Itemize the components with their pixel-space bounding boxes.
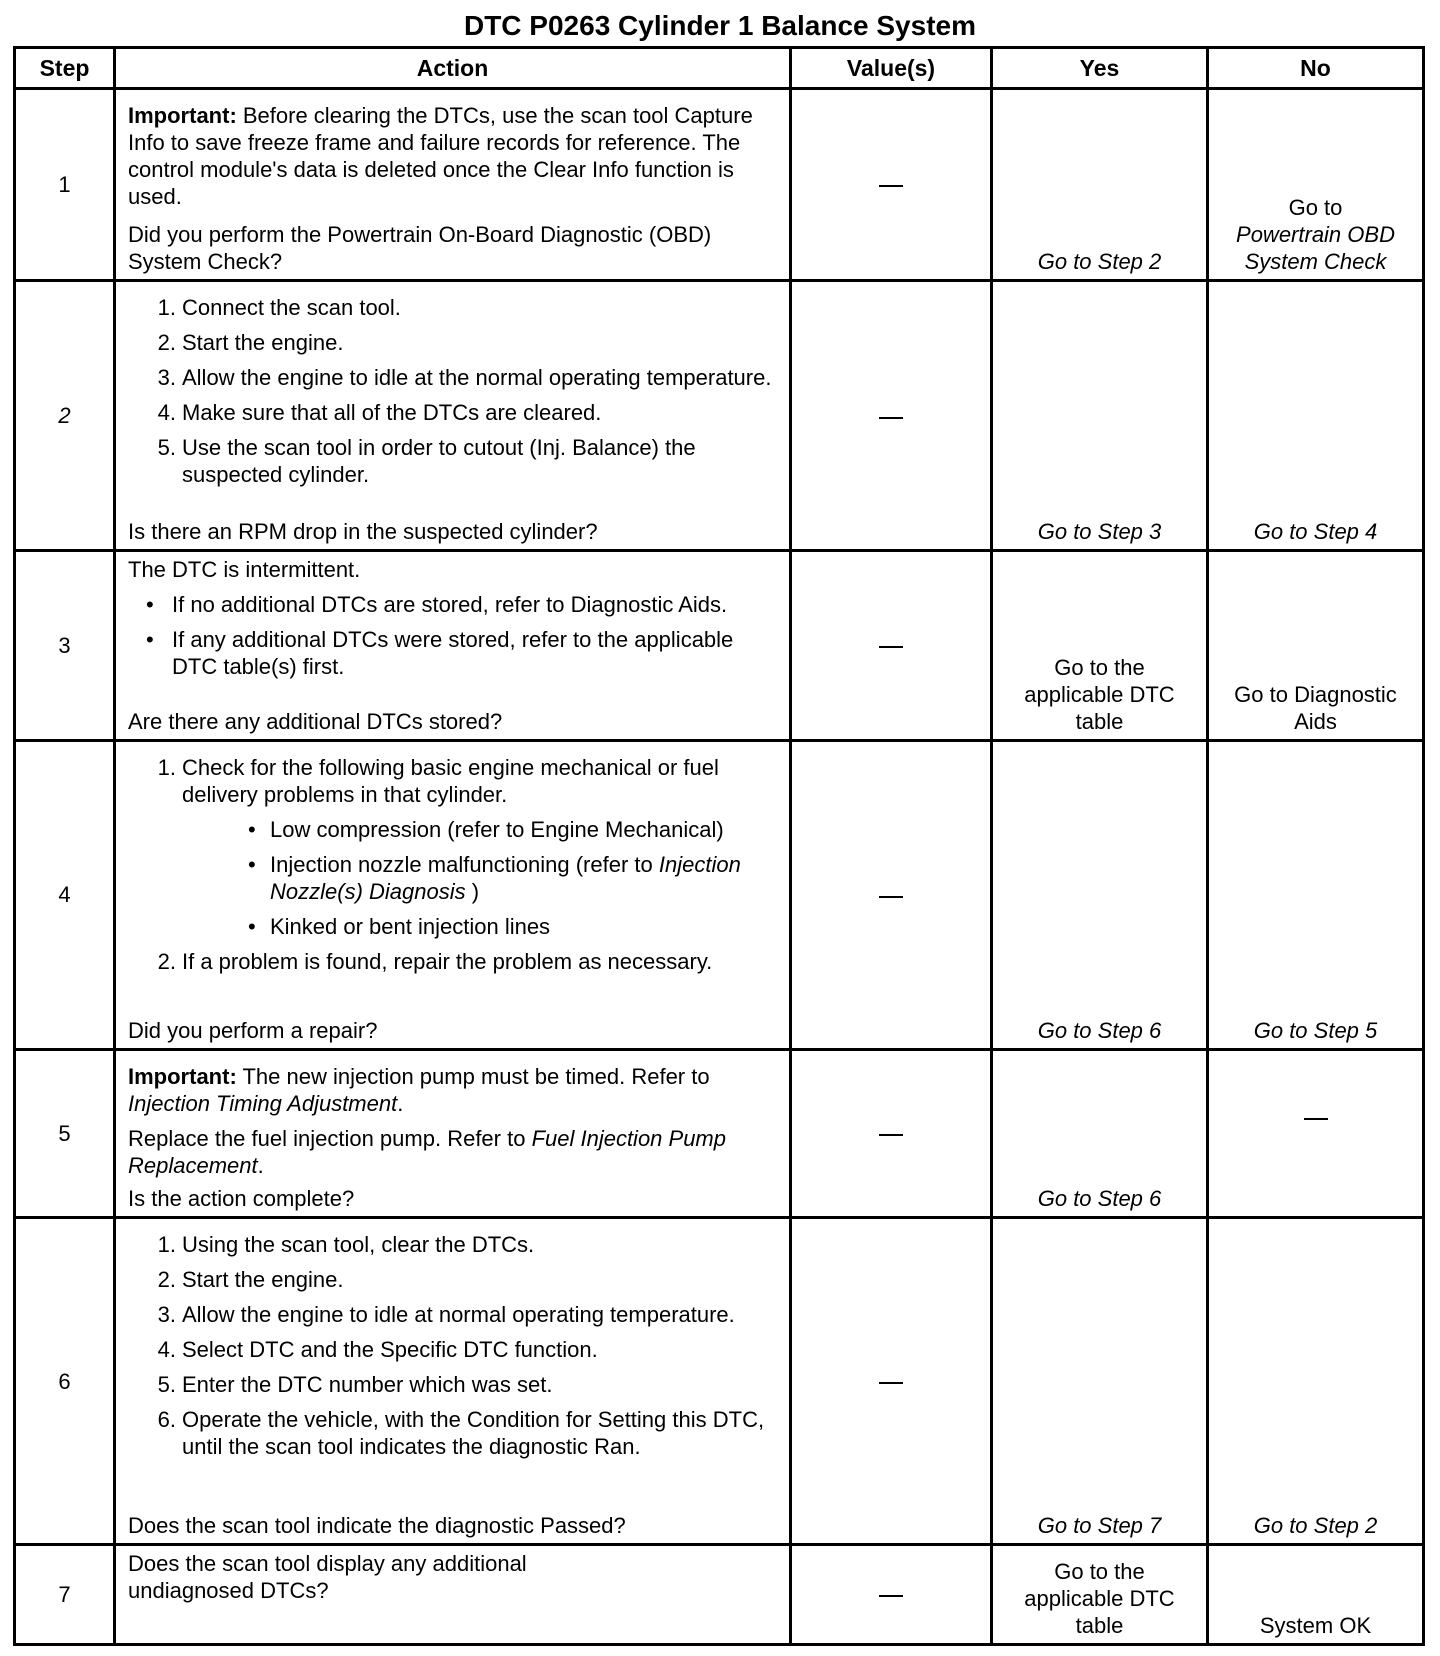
list-item: 5. Enter the DTC number which was set. [157,1372,553,1398]
action-cell [115,1218,791,1545]
no-cell: System OK [1208,1545,1424,1645]
list-item: 3. Allow the engine to idle at the normal operating temperature. [157,365,772,391]
dash-mark [879,185,903,187]
yes-cell: Go to the applicable DTC table [992,551,1208,740]
action-cell [115,1545,791,1645]
action-cell [115,740,791,1050]
sub-list-item: • Kinked or bent injection lines [248,913,551,939]
list-item: 4. Select DTC and the Specific DTC function. [157,1337,598,1363]
action-cell [115,1050,791,1218]
value-cell [791,281,992,551]
bullet-list [128,591,777,680]
value-cell [791,551,992,740]
step-number: 7 [15,1545,115,1645]
list-item: • If any additional DTCs were stored, refer to the applicable DTC table(s) first. [146,627,734,680]
page-title: DTC P0263 Cylinder 1 Balance System [463,10,976,41]
header-values: Value(s) [791,48,992,89]
action-cell [115,281,791,551]
header-no: No [1208,48,1424,89]
value-cell [791,1218,992,1545]
numbered-list [128,294,777,496]
question: Does the scan tool display any additional undiagnosed DTCs? [128,1551,527,1604]
no-line-1: Go to [1288,195,1343,221]
step-number: 4 [15,740,115,1050]
step-number: 6 [15,1218,115,1545]
question: Is the action complete? [128,1186,355,1212]
list-item: • If no additional DTCs are stored, refer to Diagnostic Aids. [146,592,728,618]
step-number: 5 [15,1050,115,1218]
list-item: 5. Use the scan tool in order to cutout (Inj. Balance) the suspected cylinder. [157,435,696,488]
list-item: 2. If a problem is found, repair the problem as necessary. [157,948,713,974]
important-text: Before clearing the DTCs, use the scan tool Capture Info to save freeze frame and failure records for reference. The control module's data is deleted once the Clear Info function is used. [128,103,753,209]
important-note: Important: The new injection pump must be timed. Refer to Injection Timing Adjustment. [128,1064,710,1117]
yes-cell: Go to Step 2 [992,89,1208,281]
step-number: 2 [15,281,115,551]
dash-mark [879,1134,903,1136]
no-line-2: Powertrain OBD System Check [1236,222,1395,275]
important-note [128,102,777,210]
important-label: Important: [128,103,237,128]
yes-cell: Go to the applicable DTC table [992,1545,1208,1645]
question: Did you perform the Powertrain On-Board Diagnostic (OBD) System Check? [128,222,712,275]
list-item: 2. Start the engine. [157,330,344,356]
dash-mark [879,896,903,898]
numbered-list [128,1231,777,1468]
no-cell: Go to Step 2 [1208,1218,1424,1545]
list-item: 6. Operate the vehicle, with the Condition for Setting this DTC, until the scan tool indicates the diagnostic Ran. [157,1407,765,1460]
no-cell: Go to Diagnostic Aids [1208,551,1424,740]
table-row-step-2 [15,281,1424,551]
header-action: Action [115,48,791,89]
list-item: 4. Make sure that all of the DTCs are cleared. [157,400,602,426]
action-cell [115,89,791,281]
list-item: 2. Start the engine. [157,1267,344,1293]
diagnostic-table [13,46,1425,1646]
dash-mark [879,1382,903,1384]
table-row-step-1 [15,89,1424,281]
question: Are there any additional DTCs stored? [128,708,503,734]
yes-cell: Go to Step 6 [992,740,1208,1050]
table-row-step-6 [15,1218,1424,1545]
value-cell [791,740,992,1050]
list-item: 1. Check for the following basic engine mechanical or fuel delivery problems in that cylinder. • Low compression (refer to Engine Mechanical) • Injection nozzle malfunctioning (refer to Injection Nozzle(s) Diagnosis ) • Kinked or bent injection lines [128,754,777,940]
sub-list-item: • Low compression (refer to Engine Mechanical) [248,816,724,842]
header-step: Step [15,48,115,89]
question: Does the scan tool indicate the diagnostic Passed? [128,1513,626,1539]
table-row-step-3 [15,551,1424,740]
list-item: 1. Using the scan tool, clear the DTCs. [157,1232,535,1258]
step-number: 3 [15,551,115,740]
list-item: 3. Allow the engine to idle at normal operating temperature. [157,1302,735,1328]
no-cell [1208,1050,1424,1218]
no-cell: Go to Step 5 [1208,740,1424,1050]
table-row-step-5 [15,1050,1424,1218]
sub-bullet-list [182,816,777,940]
yes-cell: Go to Step 7 [992,1218,1208,1545]
dash-mark [1304,1118,1328,1147]
replace-instruction: Replace the fuel injection pump. Refer to Fuel Injection Pump Replacement. [128,1126,726,1179]
yes-cell: Go to Step 6 [992,1050,1208,1218]
no-cell: Go to Step 4 [1208,281,1424,551]
question: Is there an RPM drop in the suspected cylinder? [128,519,598,545]
sub-list-item: • Injection nozzle malfunctioning (refer to Injection Nozzle(s) Diagnosis ) [248,851,741,904]
yes-cell: Go to Step 3 [992,281,1208,551]
value-cell [791,1050,992,1218]
value-cell [791,1545,992,1645]
numbered-list [128,754,777,983]
table-row-step-4 [15,740,1424,1050]
dash-mark [879,417,903,419]
action-cell [115,551,791,740]
dash-mark [879,1595,903,1597]
header-yes: Yes [992,48,1208,89]
step-number: 1 [15,89,115,281]
value-cell [791,89,992,281]
dash-mark [879,646,903,648]
table-row-step-7 [15,1545,1424,1645]
intro-text: The DTC is intermittent. [128,557,361,583]
question: Did you perform a repair? [128,1018,378,1044]
no-cell [1208,89,1424,281]
list-item: 1. Connect the scan tool. [157,295,401,321]
header-row [15,48,1424,89]
